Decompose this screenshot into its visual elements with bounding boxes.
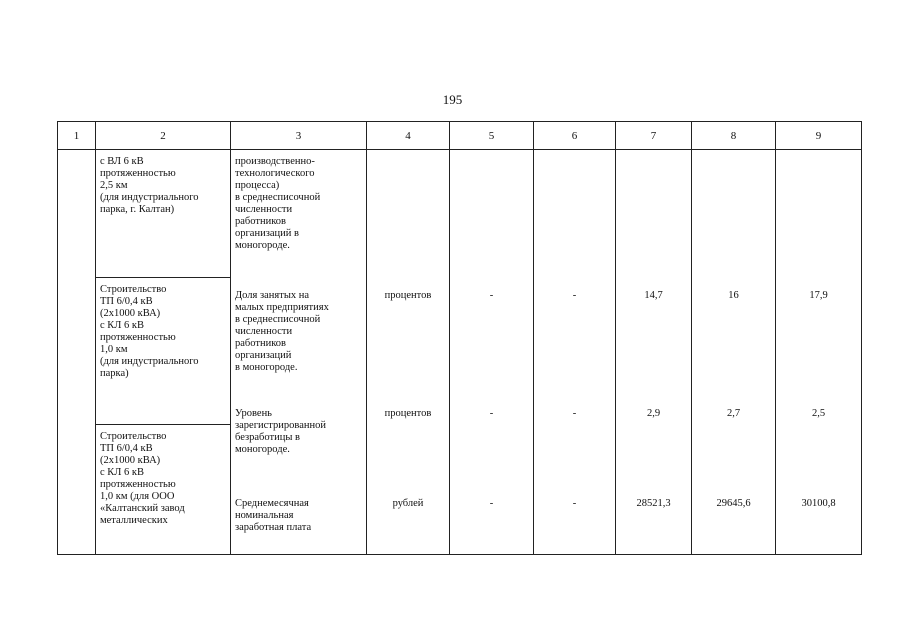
project-text: Строительство ТП 6/0,4 кВ (2х1000 кВА) с КЛ 6 кВ протяженностью 1,0 км (для ООО «Калтанский завод металлических xyxy=(100,430,185,526)
col9-cell xyxy=(776,150,862,555)
column-header: 8 xyxy=(692,122,776,150)
col9-value: 2,5 xyxy=(811,408,826,419)
unit-value: процентов xyxy=(384,408,432,419)
unit-value: рублей xyxy=(392,498,424,509)
col6-value: - xyxy=(572,498,577,509)
col8-value: 2,7 xyxy=(726,408,741,419)
col6-cell xyxy=(534,150,616,555)
column-header: 5 xyxy=(450,122,534,150)
col5-value: - xyxy=(489,290,494,301)
column-header: 9 xyxy=(776,122,862,150)
col5-value: - xyxy=(489,498,494,509)
col5-cell xyxy=(450,150,534,555)
column-header: 7 xyxy=(616,122,692,150)
unit-value: процентов xyxy=(384,290,432,301)
project-cell xyxy=(96,424,231,554)
indicator-name: Доля занятых на малых предприятиях в среднесписочной численности работников организаций в моногороде. xyxy=(235,290,329,373)
col5-value: - xyxy=(489,408,494,419)
col9-value: 17,9 xyxy=(809,290,828,301)
table-row xyxy=(58,150,862,278)
project-text: с ВЛ 6 кВ протяженностью 2,5 км (для индустриального парка, г. Калтан) xyxy=(100,156,199,215)
col6-value: - xyxy=(572,290,577,301)
column-header: 2 xyxy=(96,122,231,150)
page-number: 195 xyxy=(442,92,463,107)
col8-value: 29645,6 xyxy=(716,498,751,509)
column-header: 4 xyxy=(367,122,450,150)
indicator-name-cell xyxy=(231,150,367,555)
col8-value: 16 xyxy=(728,290,739,301)
indicator-name: производственно- технологического процесса) в среднесписочной численности работников организаций в моногороде. xyxy=(235,156,321,251)
col7-value: 28521,3 xyxy=(636,498,671,509)
col7-cell xyxy=(616,150,692,555)
column-header: 1 xyxy=(58,122,96,150)
project-text: Строительство ТП 6/0,4 кВ (2х1000 кВА) с КЛ 6 кВ протяженностью 1,0 км (для индустриального парка) xyxy=(100,284,199,380)
indicator-name: Уровень зарегистрированной безработицы в моногороде. xyxy=(235,408,326,455)
col6-value: - xyxy=(572,408,577,419)
col7-value: 2,9 xyxy=(646,408,661,419)
unit-cell xyxy=(367,150,450,555)
row-number-cell xyxy=(58,150,96,555)
project-cell xyxy=(96,150,231,278)
indicator-name: Среднемесячная номинальная заработная плата xyxy=(235,498,312,533)
column-header: 6 xyxy=(534,122,616,150)
data-table xyxy=(57,121,862,555)
col9-value: 30100,8 xyxy=(801,498,836,509)
column-header: 3 xyxy=(231,122,367,150)
project-cell xyxy=(96,278,231,424)
header-row xyxy=(58,122,862,150)
col8-cell xyxy=(692,150,776,555)
col7-value: 14,7 xyxy=(644,290,663,301)
